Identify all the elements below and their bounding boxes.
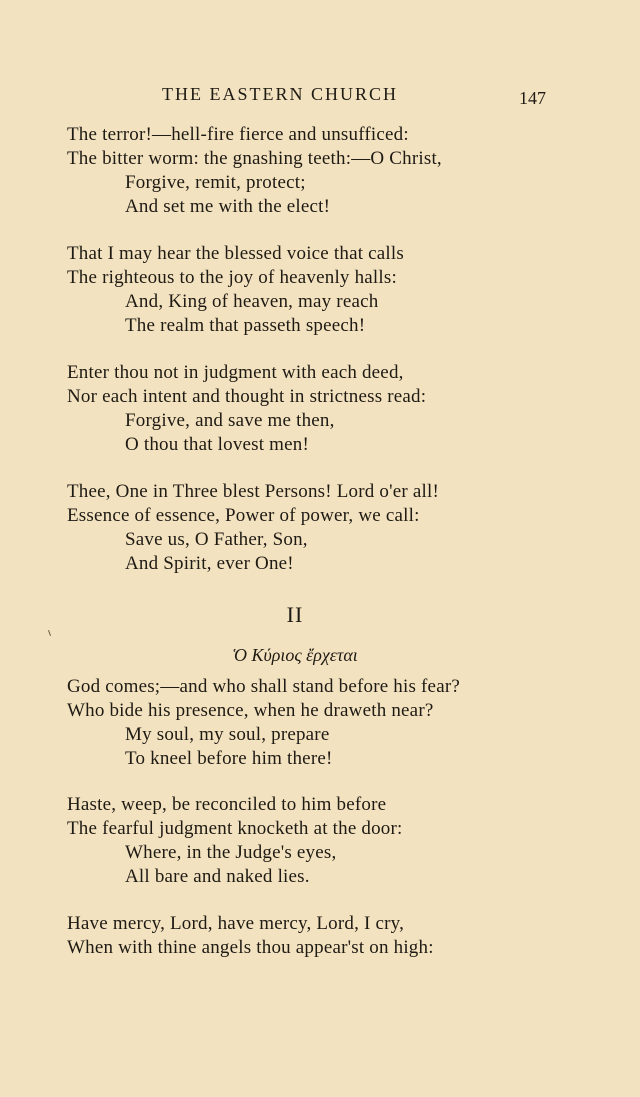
section-subtitle: Ὁ Κύριος ἔρχεται — [232, 645, 358, 665]
verse-line: Forgive, remit, protect; — [125, 172, 306, 193]
stanza-1 — [67, 123, 627, 219]
running-title: THE EASTERN CHURCH — [162, 84, 399, 104]
verse-line: The bitter worm: the gnashing teeth:—O Christ, — [67, 148, 442, 169]
section-numeral: II — [286, 602, 304, 627]
verse-line: And Spirit, ever One! — [125, 553, 294, 574]
stanza-6 — [67, 793, 627, 889]
page-header — [0, 84, 640, 112]
verse-line: The righteous to the joy of heavenly halls: — [67, 267, 397, 288]
verse-line: The realm that passeth speech! — [125, 315, 366, 336]
verse-line: That I may hear the blessed voice that calls — [67, 243, 404, 264]
stanza-7 — [67, 912, 627, 960]
verse-line: Have mercy, Lord, have mercy, Lord, I cry, — [67, 913, 405, 934]
page-number: 147 — [519, 88, 546, 108]
verse-line: The fearful judgment knocketh at the door: — [67, 818, 403, 839]
paper-speck — [48, 630, 51, 636]
stanza-3 — [67, 361, 627, 457]
verse-line: Haste, weep, be reconciled to him before — [67, 794, 387, 815]
verse-line: Save us, O Father, Son, — [125, 529, 308, 550]
verse-line: God comes;—and who shall stand before his fear? — [67, 676, 460, 697]
verse-line: And, King of heaven, may reach — [125, 291, 379, 312]
verse-line: Thee, One in Three blest Persons! Lord o'er all! — [67, 481, 439, 502]
verse-line: To kneel before him there! — [125, 748, 333, 769]
stanza-4 — [67, 480, 627, 576]
stanza-2 — [67, 242, 627, 338]
verse-line: All bare and naked lies. — [125, 866, 310, 887]
verse-line: My soul, my soul, prepare — [125, 724, 330, 745]
stanza-5 — [67, 675, 627, 771]
verse-line: When with thine angels thou appear'st on high: — [67, 937, 434, 958]
verse-line: Enter thou not in judgment with each deed, — [67, 362, 404, 383]
verse-line: Forgive, and save me then, — [125, 410, 335, 431]
verse-line: Where, in the Judge's eyes, — [125, 842, 337, 863]
verse-line: O thou that lovest men! — [125, 434, 310, 455]
verse-line: And set me with the elect! — [125, 196, 331, 217]
verse-line: Essence of essence, Power of power, we call: — [67, 505, 420, 526]
verse-line: Who bide his presence, when he draweth near? — [67, 700, 434, 721]
verse-line: The terror!—hell-fire fierce and unsufficed: — [67, 124, 409, 145]
verse-line: Nor each intent and thought in strictness read: — [67, 386, 427, 407]
